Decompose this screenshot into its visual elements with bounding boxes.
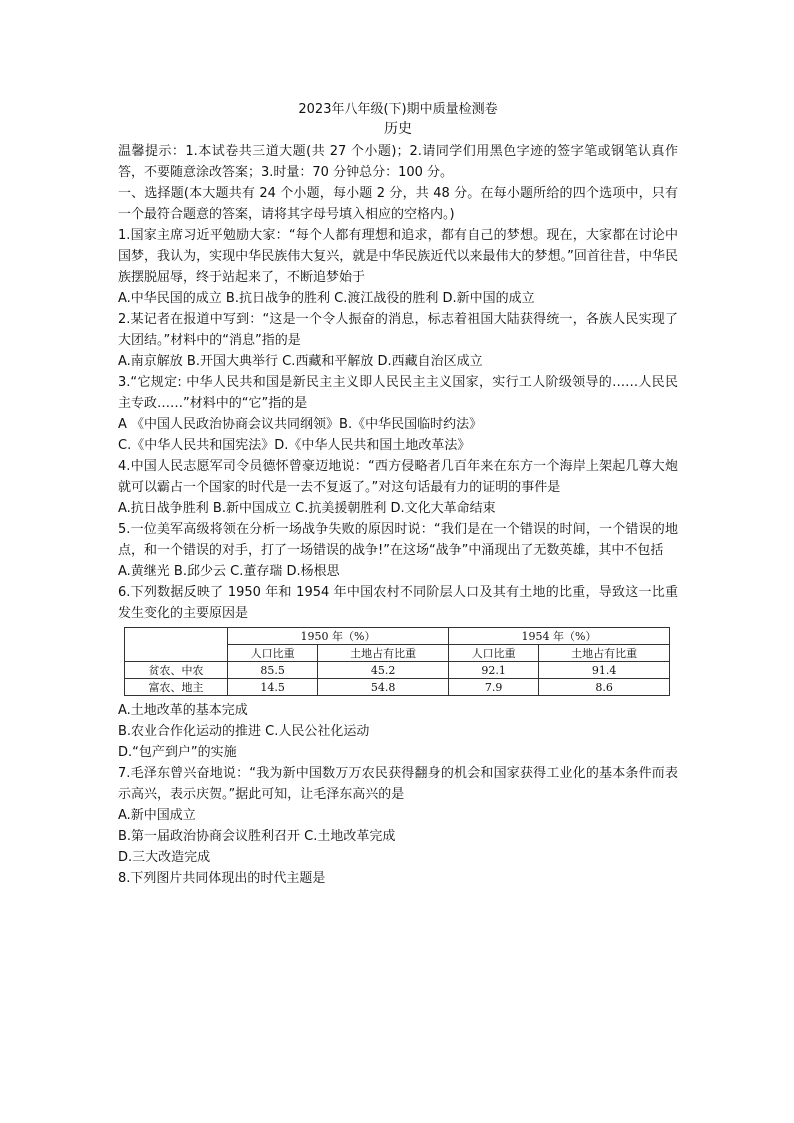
section-heading: 一、选择题(本大题共有 24 个小题，每小题 2 分，共 48 分。在每小题所给的四个选项中，只有一个最符合题意的答案，请将其字母号填入相应的空格内。)	[118, 186, 678, 222]
question-6-stem: 6.下列数据反映了 1950 年和 1954 年中国农村不同阶层人口及其有土地的比重，导致这一比重发生变化的主要原因是	[118, 585, 678, 621]
question-7-stem: 7.毛泽东曾兴奋地说：“我为新中国数万万农民获得翻身的机会和国家获得工业化的基本条件而表示高兴，表示庆贺。”据此可知，让毛泽东高兴的是	[118, 766, 678, 802]
exam-subject: 历史	[384, 121, 412, 137]
table-cell: 85.5	[228, 662, 318, 679]
question-7-option-d: D.三大改造完成	[118, 850, 211, 865]
question-2-options: A.南京解放 B.开国大典举行 C.西藏和平解放 D.西藏自治区成立	[118, 354, 483, 369]
table-cell: 92.1	[448, 662, 538, 679]
question-3-options-cd: C.《中华人民共和国宪法》D.《中华人民共和国土地改革法》	[118, 438, 471, 453]
question-4-stem: 4.中国人民志愿军司令员德怀曾豪迈地说：“西方侵略者几百年来在东方一个海岸上架起几尊大炮就可以霸占一个国家的时代是一去不复返了。”对这句话最有力的证明的事件是	[118, 459, 678, 495]
question-2-stem: 2.某记者在报道中写到：“这是一个令人振奋的消息，标志着祖国大陆获得统一，各族人民实现了大团结。”材料中的“消息”指的是	[118, 312, 678, 348]
question-6-option-bc: B.农业合作化运动的推进 C.人民公社化运动	[118, 724, 370, 739]
question-6-option-a: A.土地改革的基本完成	[118, 703, 248, 718]
exam-title: 2023年八年级(下)期中质量检测卷	[298, 102, 498, 117]
land-data-table	[124, 627, 670, 696]
table-cell: 7.9	[448, 679, 538, 696]
table-col-pop-1954: 人口比重	[448, 645, 538, 662]
table-cell: 91.4	[539, 662, 670, 679]
table-cell: 54.8	[318, 679, 449, 696]
question-1-options: A.中华民国的成立 B.抗日战争的胜利 C.渡江战役的胜利 D.新中国的成立	[118, 291, 535, 306]
table-cell: 45.2	[318, 662, 449, 679]
table-year-1954: 1954 年（%）	[448, 628, 669, 645]
question-3-stem: 3.“它规定: 中华人民共和国是新民主主义即人民民主主义国家，实行工人阶级领导的……人民民主专政……”材料中的“它”指的是	[118, 375, 678, 411]
question-5-options: A.黄继光 B.邱少云 C.董存瑞 D.杨根思	[118, 564, 340, 579]
table-header-row	[125, 628, 670, 645]
table-row-label: 富农、地主	[125, 679, 228, 696]
table-corner-cell	[125, 628, 228, 662]
question-1-stem: 1.国家主席习近平勉励大家：“每个人都有理想和追求，都有自己的梦想。现在，大家都在讨论中国梦，我认为，实现中华民族伟大复兴，就是中华民族近代以来最伟大的梦想。”回首往昔，中华民族摆脱屈辱，终于站起来了，不断追梦始于	[118, 228, 678, 285]
table-row	[125, 679, 670, 696]
table-cell: 14.5	[228, 679, 318, 696]
table-col-pop-1950: 人口比重	[228, 645, 318, 662]
table-col-land-1954: 土地占有比重	[539, 645, 670, 662]
question-6-option-d: D.“包产到户”的实施	[118, 745, 237, 760]
question-5-stem: 5.一位美军高级将领在分析一场战争失败的原因时说：“我们是在一个错误的时间，一个错误的地点，和一个错误的对手，打了一场错误的战争!”在这场“战争”中涌现出了无数英雄，其中不包括	[118, 522, 678, 558]
table-col-land-1950: 土地占有比重	[318, 645, 449, 662]
question-8-stem: 8.下列图片共同体现出的时代主题是	[118, 871, 326, 886]
table-row-label: 贫农、中农	[125, 662, 228, 679]
question-7-option-bc: B.第一届政治协商会议胜利召开 C.土地改革完成	[118, 829, 396, 844]
table-year-1950: 1950 年（%）	[228, 628, 449, 645]
table-cell: 8.6	[539, 679, 670, 696]
question-7-option-a: A.新中国成立	[118, 808, 196, 823]
table-row	[125, 662, 670, 679]
question-4-options: A.抗日战争胜利 B.新中国成立 C.抗美援朝胜利 D.文化大革命结束	[118, 501, 496, 516]
notice-text: 温馨提示：1.本试卷共三道大题(共 27 个小题)；2.请同学们用黑色字迹的签字笔或钢笔认真作答，不要随意涂改答案；3.时量：70 分钟总分：100 分。	[118, 144, 678, 180]
question-3-options-ab: A 《中国人民政治协商会议共同纲领》B.《中华民国临时约法》	[118, 417, 483, 432]
exam-page	[118, 96, 678, 889]
